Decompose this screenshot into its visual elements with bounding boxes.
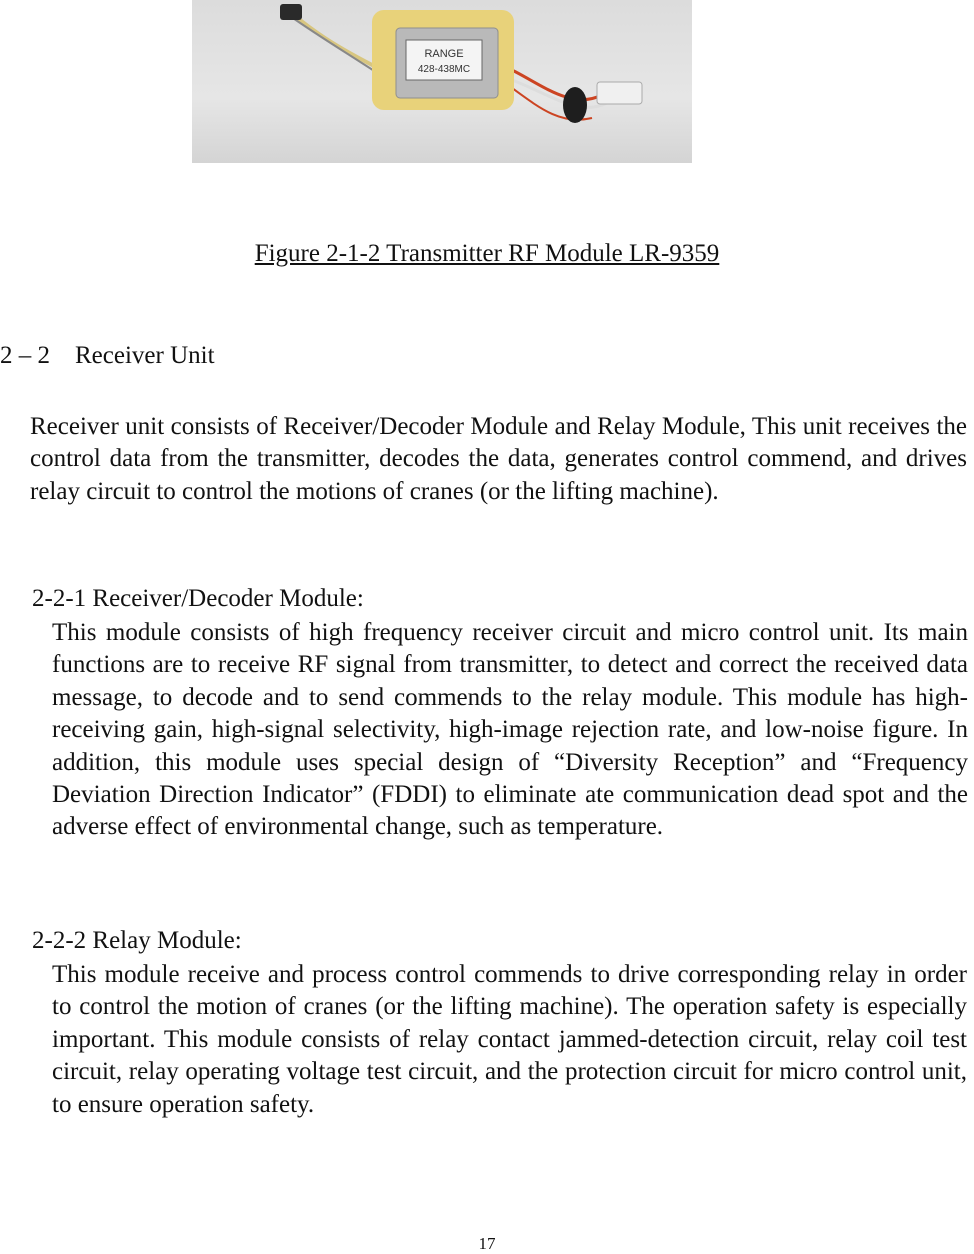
subsection-heading-relay-module: 2-2-2 Relay Module: bbox=[32, 927, 242, 954]
section-intro-paragraph: Receiver unit consists of Receiver/Decoder Module and Relay Module, This unit receives the control data from the transmitter, decodes the data, generates control commend, and drives relay circuit to control the motions of cranes (or the lifting machine). bbox=[30, 413, 967, 505]
receiver-decoder-paragraph: This module consists of high frequency receiver circuit and micro control unit. Its main functions are to receive RF signal from transmitter, to detect and correct the received data message, to decode and to send commends to the relay module. This module has high-receiving gain, high-signal selectivity, high-image rejection rate, and low-noise figure. In addition, this module uses special design of “Diversity Reception” and “Frequency Deviation Direction Indicator” (FDDI) to eliminate ate communication dead spot and the adverse effect of environmental change, such as temperature. bbox=[52, 619, 968, 841]
subsection-heading-receiver-decoder: 2-2-1 Receiver/Decoder Module: bbox=[32, 585, 364, 612]
relay-module-paragraph: This module receive and process control commends to drive corresponding relay in order to control the motion of cranes (or the lifting machine). The operation safety is especially important. This module consists of relay contact jammed-detection circuit, relay coil test circuit, relay operating voltage test circuit, and the protection circuit for micro control unit, to ensure operation safety. bbox=[52, 961, 967, 1118]
module-label-range: RANGE bbox=[424, 48, 464, 60]
figure-caption: Figure 2-1-2 Transmitter RF Module LR-9359 bbox=[254, 240, 720, 267]
rf-module-photo bbox=[192, 0, 692, 163]
page-number: 17 bbox=[478, 1234, 496, 1253]
section-title: Receiver Unit bbox=[75, 342, 215, 369]
rf-module-illustration bbox=[192, 0, 692, 163]
section-heading bbox=[0, 342, 215, 370]
section-number: 2 – 2 bbox=[0, 342, 50, 369]
module-label-frequency: 428-438MC bbox=[417, 64, 471, 75]
